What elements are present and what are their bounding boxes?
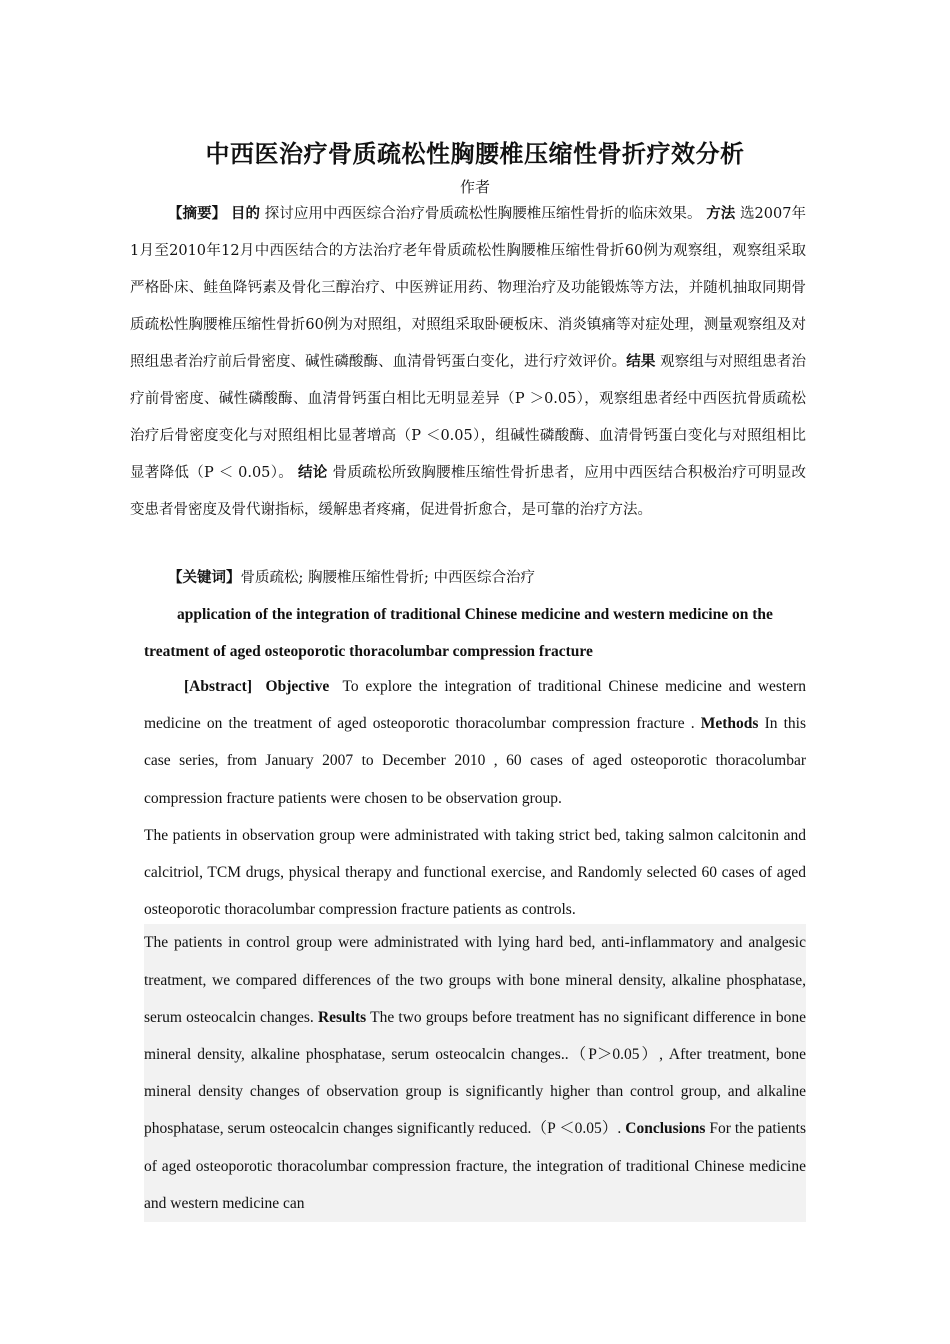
chinese-abstract: [130, 196, 806, 529]
english-title: application of the integration of traditional Chinese medicine and western medicine on the treatment of aged osteoporotic thoracolumbar compression fracture: [144, 606, 773, 660]
methods-text: 选2007年1月至2010年12月中西医结合的方法治疗老年骨质疏松性胸腰椎压缩性骨折60例为观察组，观察组采取严格卧床、鲑鱼降钙素及骨化三醇治疗、中医辨证用药、物理治疗及功能锻炼等方法，并随机抽取同期骨质疏松性胸腰椎压缩性骨折60例为对照组，对照组采取卧硬板床、消炎镇痛等对症处理，测量观察组及对照组患者治疗前后骨密度、碱性磷酸酶、血清骨钙蛋白变化，进行疗效评价。: [130, 206, 807, 370]
en-abstract-label: [Abstract]: [184, 678, 253, 695]
en-paragraph-2: The patients in observation group were administrated with taking strict bed, taking salmon calcitonin and calcitriol, TCM drugs, physical therapy and functional exercise, and Randomly selected 60 cases of aged osteoporotic thoracolumbar compression fracture patients as controls.: [144, 826, 806, 919]
en-objective-label: Objective: [265, 678, 330, 695]
author-line: 作者: [459, 178, 490, 196]
conclusion-text: 骨质疏松所致胸腰椎压缩性骨折患者，应用中西医结合积极治疗可明显改变患者骨密度及骨代谢指标，缓解患者疼痛，促进骨折愈合，是可靠的治疗方法。: [130, 465, 807, 518]
abstract-label: 【摘要】: [168, 206, 227, 222]
results-label: 结果: [626, 354, 656, 370]
keywords-line: [168, 566, 535, 587]
keywords-text: 骨质疏松; 胸腰椎压缩性骨折; 中西医综合治疗: [240, 570, 535, 586]
english-abstract: [144, 668, 806, 1222]
objective-label: 目的: [230, 206, 261, 222]
en-objective-text: To explore the integration of traditional Chinese medicine and western medicine on the treatment of aged osteoporotic thoracolumbar compression fracture .: [144, 678, 806, 733]
paper-title: 中西医治疗骨质疏松性胸腰椎压缩性骨折疗效分析: [205, 140, 745, 168]
en-results-text: The two groups before treatment has no significant difference in bone mineral density, alkaline phosphatase, serum osteocalcin changes..（P＞0.05）, After treatment, bone mineral density changes of observation group is significantly higher than control group, and alkaline phosphatase, serum osteocalcin changes significantly reduced.（P ＜0.05）.: [144, 1008, 806, 1138]
en-paragraph-3: [144, 924, 806, 1222]
en-conclusions-label: Conclusions: [625, 1120, 706, 1138]
results-text: 观察组与对照组患者治疗前骨密度、碱性磷酸酶、血清骨钙蛋白相比无明显差异（P ＞0.05），观察组患者经中西医抗骨质疏松治疗后骨密度变化与对照组相比显著增高（P ＜0.05），组碱性磷酸酶、血清骨钙蛋白变化与对照组相比显著降低（P ＜ 0.05）。: [130, 354, 807, 481]
keywords-label: 【关键词】: [168, 570, 241, 586]
en-para3-text: The patients in control group were administrated with lying hard bed, anti-inflammatory and analgesic treatment, we compared differences of the two groups with bone mineral density, alkaline phosphatase, serum osteocalcin changes.: [144, 934, 806, 1026]
en-conclusions-text: For the patients of aged osteoporotic thoracolumbar compression fracture, the integration of traditional Chinese medicine and western medicine can: [144, 1120, 806, 1212]
en-methods-text: In this case series, from January 2007 to December 2010 , 60 cases of aged osteoporotic thoracolumbar compression fracture patients were chosen to be observation group.: [144, 715, 806, 807]
en-methods-label: Methods: [700, 715, 759, 733]
conclusion-label: 结论: [298, 465, 328, 481]
en-results-label: Results: [317, 1008, 367, 1026]
objective-text: 探讨应用中西医综合治疗骨质疏松性胸腰椎压缩性骨折的临床效果。: [264, 206, 702, 222]
methods-label: 方法: [706, 206, 736, 222]
